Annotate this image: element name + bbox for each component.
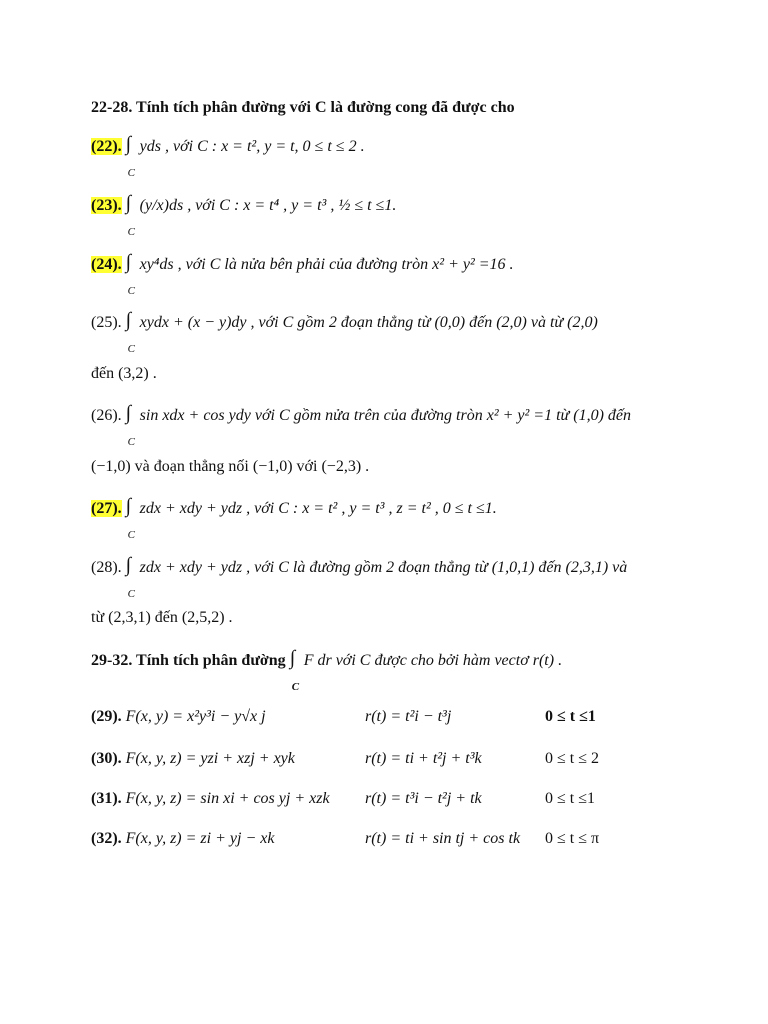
- problem-number: (24).: [91, 256, 122, 273]
- problem-expression: xydx + (x − y)dy , với C gồm 2 đoạn thẳng từ (0,0) đến (2,0) và từ (2,0): [139, 314, 598, 331]
- problem-expression: zdx + xdy + ydz , với C : x = t² , y = t³ , z = t² , 0 ≤ t ≤1.: [139, 500, 497, 517]
- problem-number: (32).: [91, 830, 122, 847]
- vector-field: F(x, y) = x²y³i − y√x j: [125, 708, 266, 725]
- problem-24: [91, 251, 514, 298]
- problem-number: (26).: [91, 407, 122, 424]
- problem-number: (30).: [91, 750, 122, 767]
- problem-28-continuation: từ (2,3,1) đến (2,5,2) .: [91, 609, 233, 626]
- problem-expression: yds , với C : x = t², y = t, 0 ≤ t ≤ 2 .: [139, 138, 365, 155]
- problem-25-continuation: đến (3,2) .: [91, 365, 157, 382]
- vector-function: r(t) = ti + t²j + t³k: [365, 750, 482, 767]
- parameter-range: 0 ≤ t ≤1: [545, 790, 596, 807]
- problem-number: (31).: [91, 790, 122, 807]
- vector-field: F(x, y, z) = zi + yj − xk: [125, 830, 275, 847]
- problem-29: [91, 708, 711, 730]
- problem-22: [91, 133, 365, 180]
- problem-number: (27).: [91, 500, 122, 517]
- problem-expression: (y/x)ds , với C : x = t⁴ , y = t³ , ½ ≤ t ≤1.: [139, 197, 397, 214]
- problem-30: [91, 750, 711, 772]
- integral-sign-icon: ∫ C: [125, 192, 135, 239]
- problem-number: (28).: [91, 559, 122, 576]
- problem-expression: sin xdx + cos ydy với C gồm nửa trên của đường tròn x² + y² =1 từ (1,0) đến: [139, 407, 632, 424]
- problem-28: [91, 554, 628, 601]
- problem-expression: xy⁴ds , với C là nửa bên phải của đường tròn x² + y² =16 .: [139, 256, 514, 273]
- integral-sign-icon: ∫ C: [125, 495, 135, 542]
- parameter-range: 0 ≤ t ≤ 2: [545, 750, 600, 767]
- problem-number: (23).: [91, 197, 122, 214]
- problem-26-continuation: (−1,0) và đoạn thẳng nối (−1,0) với (−2,3) .: [91, 458, 370, 475]
- parameter-range: 0 ≤ t ≤1: [545, 708, 596, 725]
- problem-31: [91, 790, 711, 812]
- integral-sign-icon: ∫ C: [125, 251, 135, 298]
- problem-32: [91, 830, 711, 852]
- vector-field: F(x, y, z) = yzi + xzj + xyk: [125, 750, 295, 767]
- problem-number: (29).: [91, 708, 122, 725]
- vector-function: r(t) = t³i − t²j + tk: [365, 790, 482, 807]
- problem-23: [91, 192, 397, 239]
- integral-sign-icon: ∫ C: [125, 309, 135, 356]
- parameter-range: 0 ≤ t ≤ π: [545, 830, 600, 847]
- problem-26: [91, 402, 632, 449]
- vector-function: r(t) = ti + sin tj + cos tk: [365, 830, 521, 847]
- integral-sign-icon: ∫ C: [125, 554, 135, 601]
- problem-expression: zdx + xdy + ydz , với C là đường gồm 2 đoạn thẳng từ (1,0,1) đến (2,3,1) và: [139, 559, 628, 576]
- section-heading-22-28: 22-28. Tính tích phân đường với C là đường cong đã được cho: [91, 99, 515, 116]
- integral-sign-icon: ∫ C: [289, 647, 300, 694]
- problem-27: [91, 495, 497, 542]
- problem-number: (25).: [91, 314, 122, 331]
- problem-number: (22).: [91, 138, 122, 155]
- section-heading-29-32: 29-32. Tính tích phân đường ∫ C F dr với C được cho bởi hàm vectơ r(t) .: [91, 647, 563, 694]
- problem-25: [91, 309, 598, 356]
- integral-sign-icon: ∫ C: [125, 402, 135, 449]
- integral-sign-icon: ∫ C: [125, 133, 135, 180]
- vector-function: r(t) = t²i − t³j: [365, 708, 452, 725]
- vector-field: F(x, y, z) = sin xi + cos yj + xzk: [125, 790, 330, 807]
